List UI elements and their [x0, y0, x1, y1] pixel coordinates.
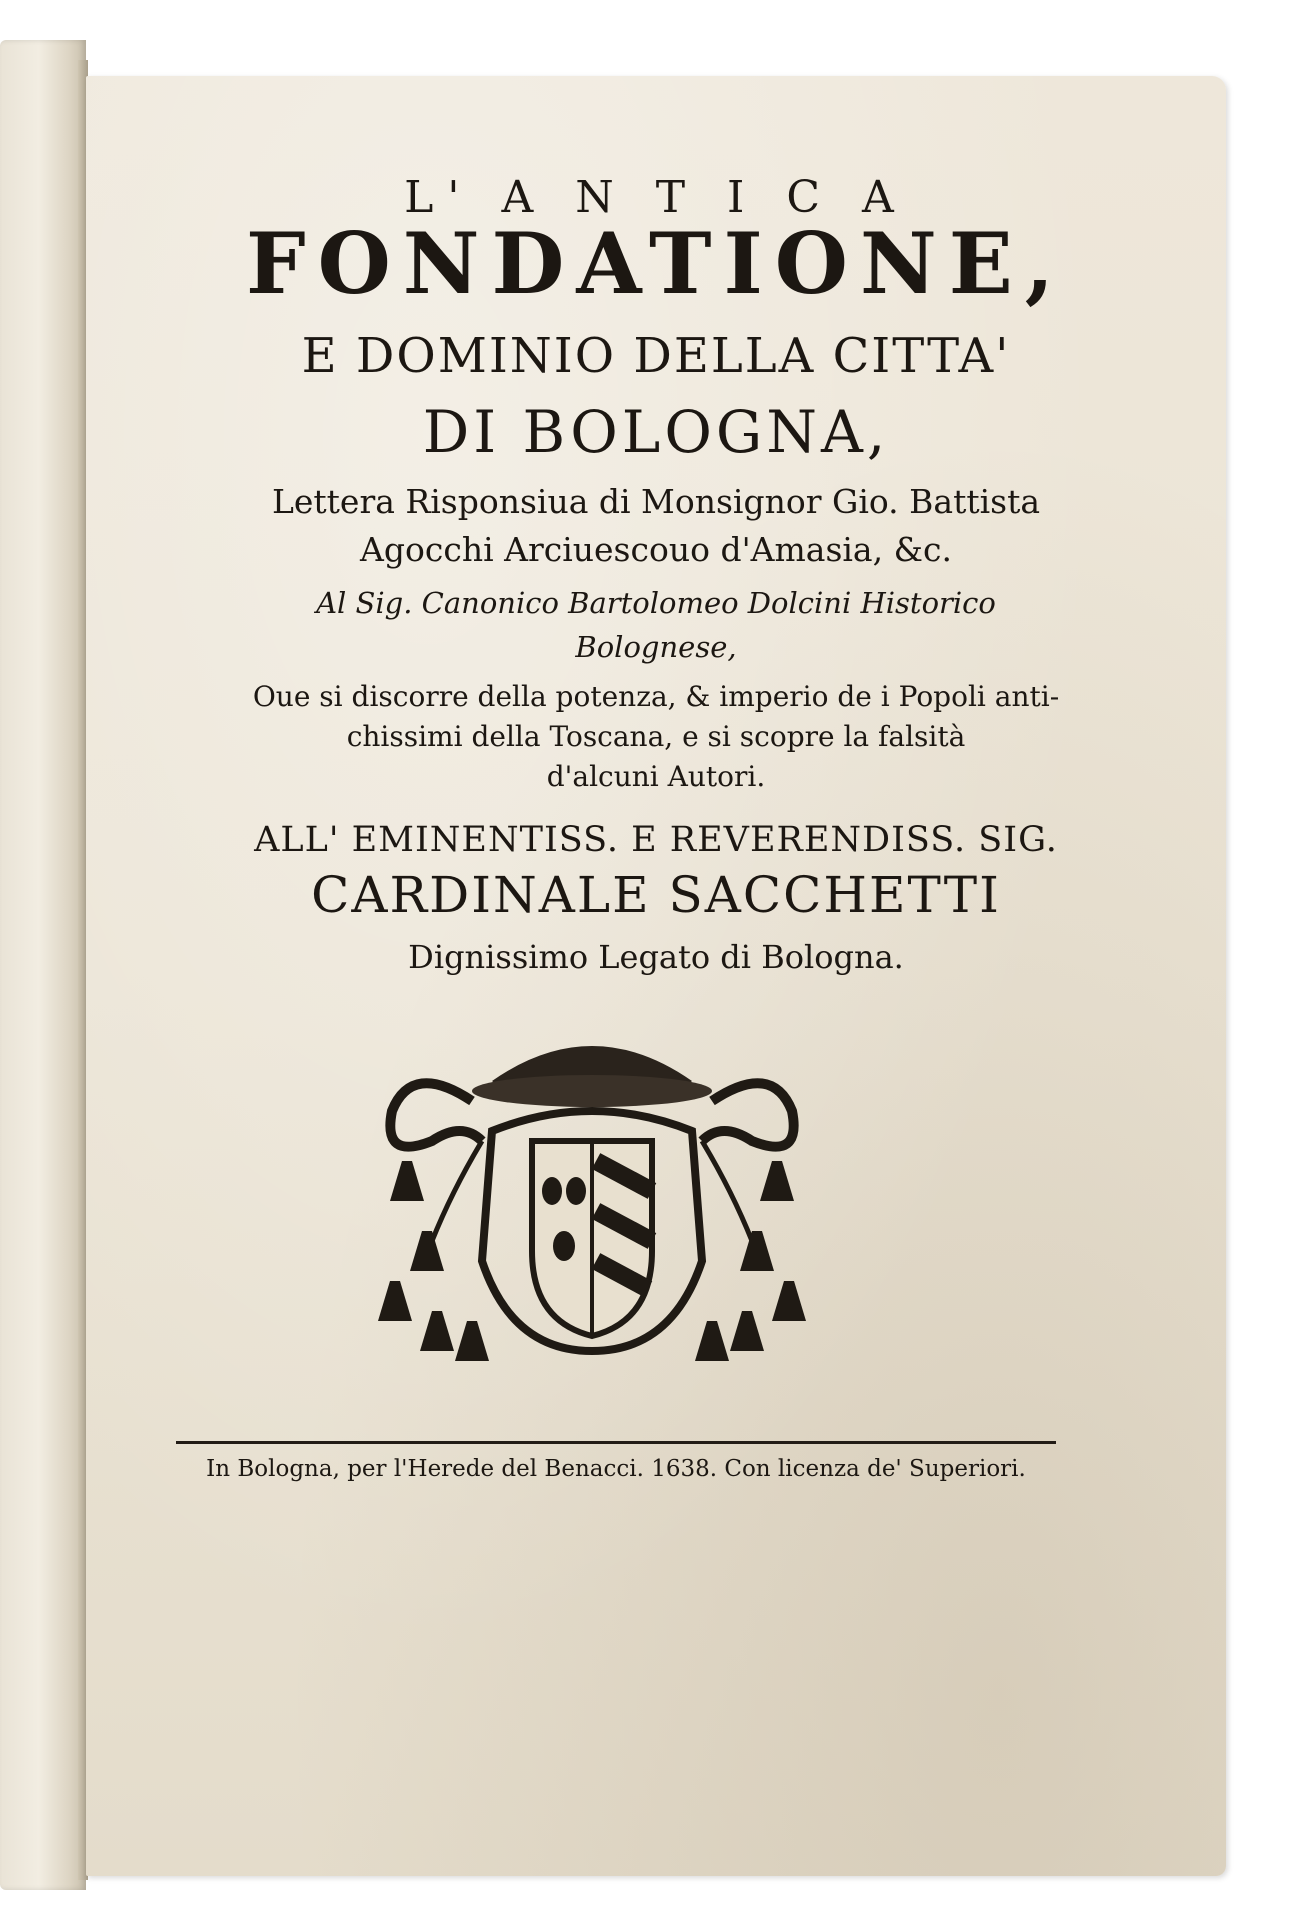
book-spine [0, 40, 86, 1890]
cardinal-coat-of-arms-icon [372, 1021, 812, 1381]
title-line-bologna: DI BOLOGNA, [422, 398, 890, 466]
addressee-line-2: Bolognese, [575, 630, 737, 664]
subtitle-line-2: Agocchi Arciuescouo d'Amasia, &c. [360, 530, 952, 569]
addressee-line-1: Al Sig. Canonico Bartolomeo Dolcini Historico [316, 586, 996, 620]
description-line-1: Oue si discorre della potenza, & imperio de i Popoli anti- [252, 680, 1060, 713]
dedication-line-3: Dignissimo Legato di Bologna. [408, 938, 904, 976]
title-line-dominio: E DOMINIO DELLA CITTA' [301, 328, 1011, 384]
description-line-3: d'alcuni Autori. [546, 760, 766, 793]
title-line-antica: L' A N T I C A [404, 172, 908, 223]
subtitle-line-1: Lettera Risponsiua di Monsignor Gio. Battista [271, 482, 1041, 521]
title-line-fondatione: FONDATIONE, [245, 214, 1067, 313]
dedication-cardinal-name: CARDINALE SACCHETTI [311, 866, 1001, 924]
imprint-rule [176, 1441, 1056, 1444]
imprint-line: In Bologna, per l'Herede del Benacci. 1638. Con licenza de' Superiori. [206, 1456, 1026, 1482]
description-line-2: chissimi della Toscana, e si scopre la falsità [346, 720, 966, 753]
title-page [86, 76, 1226, 1876]
dedication-line-1: ALL' EMINENTISS. E REVERENDISS. SIG. [254, 820, 1058, 860]
